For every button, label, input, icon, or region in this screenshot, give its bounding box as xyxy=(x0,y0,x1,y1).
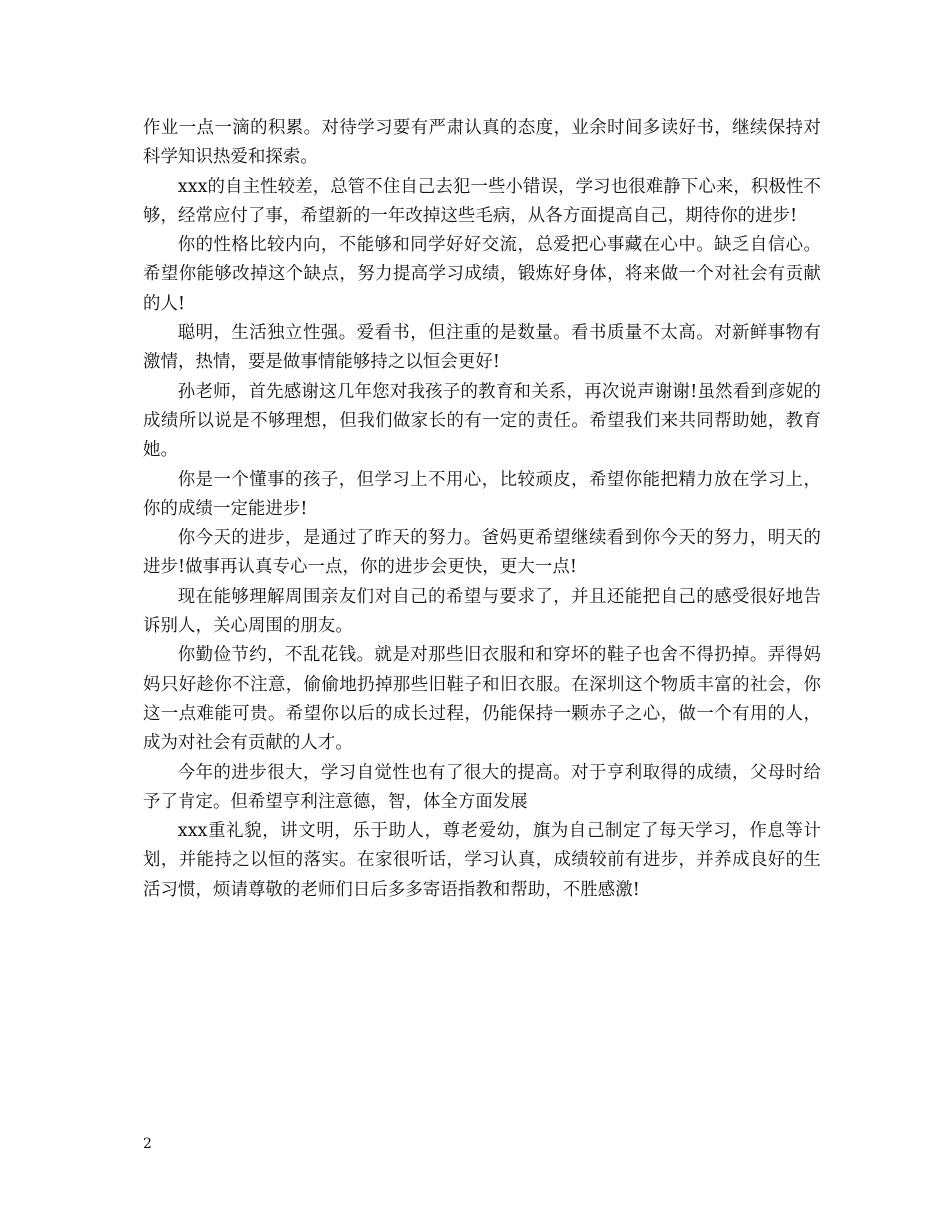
paragraph: 现在能够理解周围亲友们对自己的希望与要求了，并且还能把自己的感受很好地告诉别人，关心周围的朋友。 xyxy=(143,586,821,637)
body-text xyxy=(143,114,821,905)
paragraph: 作业一点一滴的积累。对待学习要有严肃认真的态度，业余时间多读好书，继续保持对科学知识热爱和探索。 xyxy=(143,118,821,168)
paragraph: xxx重礼貌，讲文明，乐于助人，尊老爱幼，旗为自己制定了每天学习，作息等计划，并能持之以恒的落实。在家很听话，学习认真，成绩较前有进步，并养成良好的生活习惯，烦请尊敬的老师们日后多多寄语指教和帮助，不胜感激! xyxy=(143,821,821,900)
paragraph: xxx的自主性较差，总管不住自己去犯一些小错误，学习也很难静下心来，积极性不够，经常应付了事，希望新的一年改掉这些毛病，从各方面提高自己，期待你的进步! xyxy=(143,176,821,226)
paragraph: 今年的进步很大，学习自觉性也有了很大的提高。对于亨利取得的成绩，父母时给予了肯定。但希望亨利注意德，智，体全方面发展 xyxy=(143,762,821,812)
paragraph: 你今天的进步，是通过了昨天的努力。爸妈更希望继续看到你今天的努力，明天的进步!做事再认真专心一点，你的进步会更快，更大一点! xyxy=(143,528,821,578)
paragraph: 你的性格比较内向，不能够和同学好好交流，总爱把心事藏在心中。缺乏自信心。希望你能够改掉这个缺点，努力提高学习成绩，锻炼好身体，将来做一个对社会有贡献的人! xyxy=(143,235,821,314)
page-number: 2 xyxy=(143,1136,152,1152)
paragraph: 你是一个懂事的孩子，但学习上不用心，比较顽皮，希望你能把精力放在学习上，你的成绩一定能进步! xyxy=(143,469,821,519)
paragraph: 孙老师，首先感谢这几年您对我孩子的教育和关系，再次说声谢谢!虽然看到彦妮的成绩所以说是不够理想，但我们做家长的有一定的责任。希望我们来共同帮助她，教育她。 xyxy=(143,381,821,461)
paragraph: 聪明，生活独立性强。爱看书，但注重的是数量。看书质量不太高。对新鲜事物有激情，热情，要是做事情能够持之以恒会更好! xyxy=(143,323,821,373)
paragraph: 你勤俭节约，不乱花钱。就是对那些旧衣服和和穿坏的鞋子也舍不得扔掉。弄得妈妈只好趁你不注意，偷偷地扔掉那些旧鞋子和旧衣服。在深圳这个物质丰富的社会，你这一点难能可贵。希望你以后的成长过程，仍能保持一颗赤子之心，做一个有用的人，成为对社会有贡献的人才。 xyxy=(143,645,821,754)
